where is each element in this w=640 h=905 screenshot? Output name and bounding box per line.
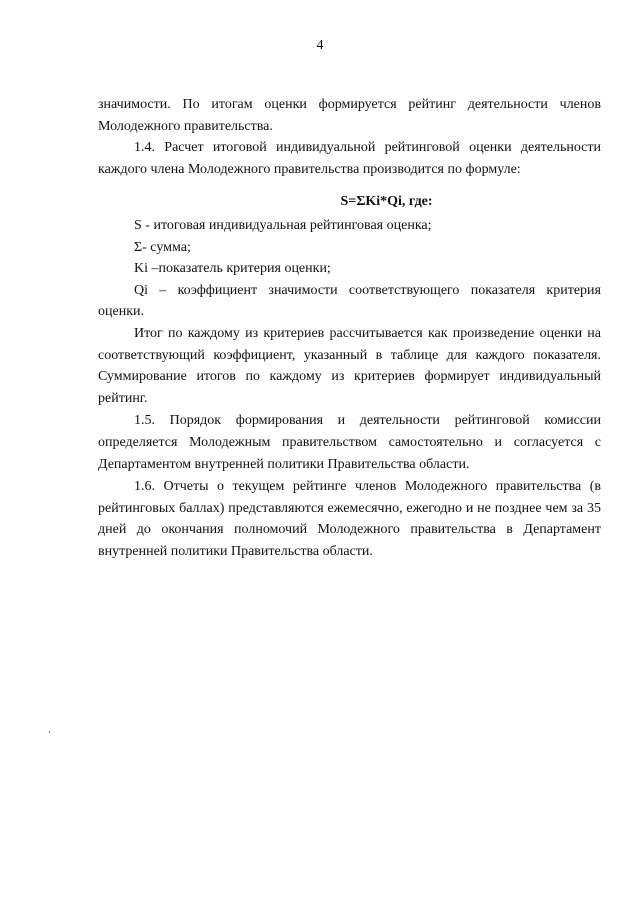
paragraph-1-6: 1.6. Отчеты о текущем рейтинге членов Молодежного правительства (в рейтинговых баллах) представляются ежемесячно, ежегодно и не позднее чем за 35 дней до окончания полномочий Молодежного правительства в Департамент внутренней политики Правительства области. bbox=[98, 479, 601, 559]
paragraph-1-5: 1.5. Порядок формирования и деятельности рейтинговой комиссии определяется Молодежным правительством самостоятельно и согласуется с Департаментом внутренней политики Правительства области. bbox=[98, 413, 601, 472]
definition-sigma: Σ- сумма; bbox=[134, 239, 191, 255]
formula: S=ΣKi*Qi, где: bbox=[340, 194, 433, 210]
paragraph-1-4: 1.4. Расчет итоговой индивидуальной рейтинговой оценки деятельности каждого члена Молодежного правительства производится по формуле: bbox=[98, 140, 601, 177]
definition-qi: Qi – коэффициент значимости соответствующего показателя критерия оценки. bbox=[98, 282, 601, 320]
page-number: 4 bbox=[316, 38, 324, 53]
paragraph-intro: значимости. По итогам оценки формируется рейтинг деятельности членов Молодежного правительства. bbox=[98, 97, 601, 134]
margin-mark bbox=[49, 731, 50, 733]
paragraph-itog: Итог по каждому из критериев рассчитывается как произведение оценки на соответствующий коэффициент, указанный в таблице для каждого показателя. Суммирование итогов по каждому из критериев формирует индивидуальный рейтинг. bbox=[98, 325, 601, 406]
definition-ki: Ki –показатель критерия оценки; bbox=[134, 261, 331, 277]
definition-s: S - итоговая индивидуальная рейтинговая оценка; bbox=[134, 217, 432, 233]
document-body bbox=[98, 94, 601, 562]
